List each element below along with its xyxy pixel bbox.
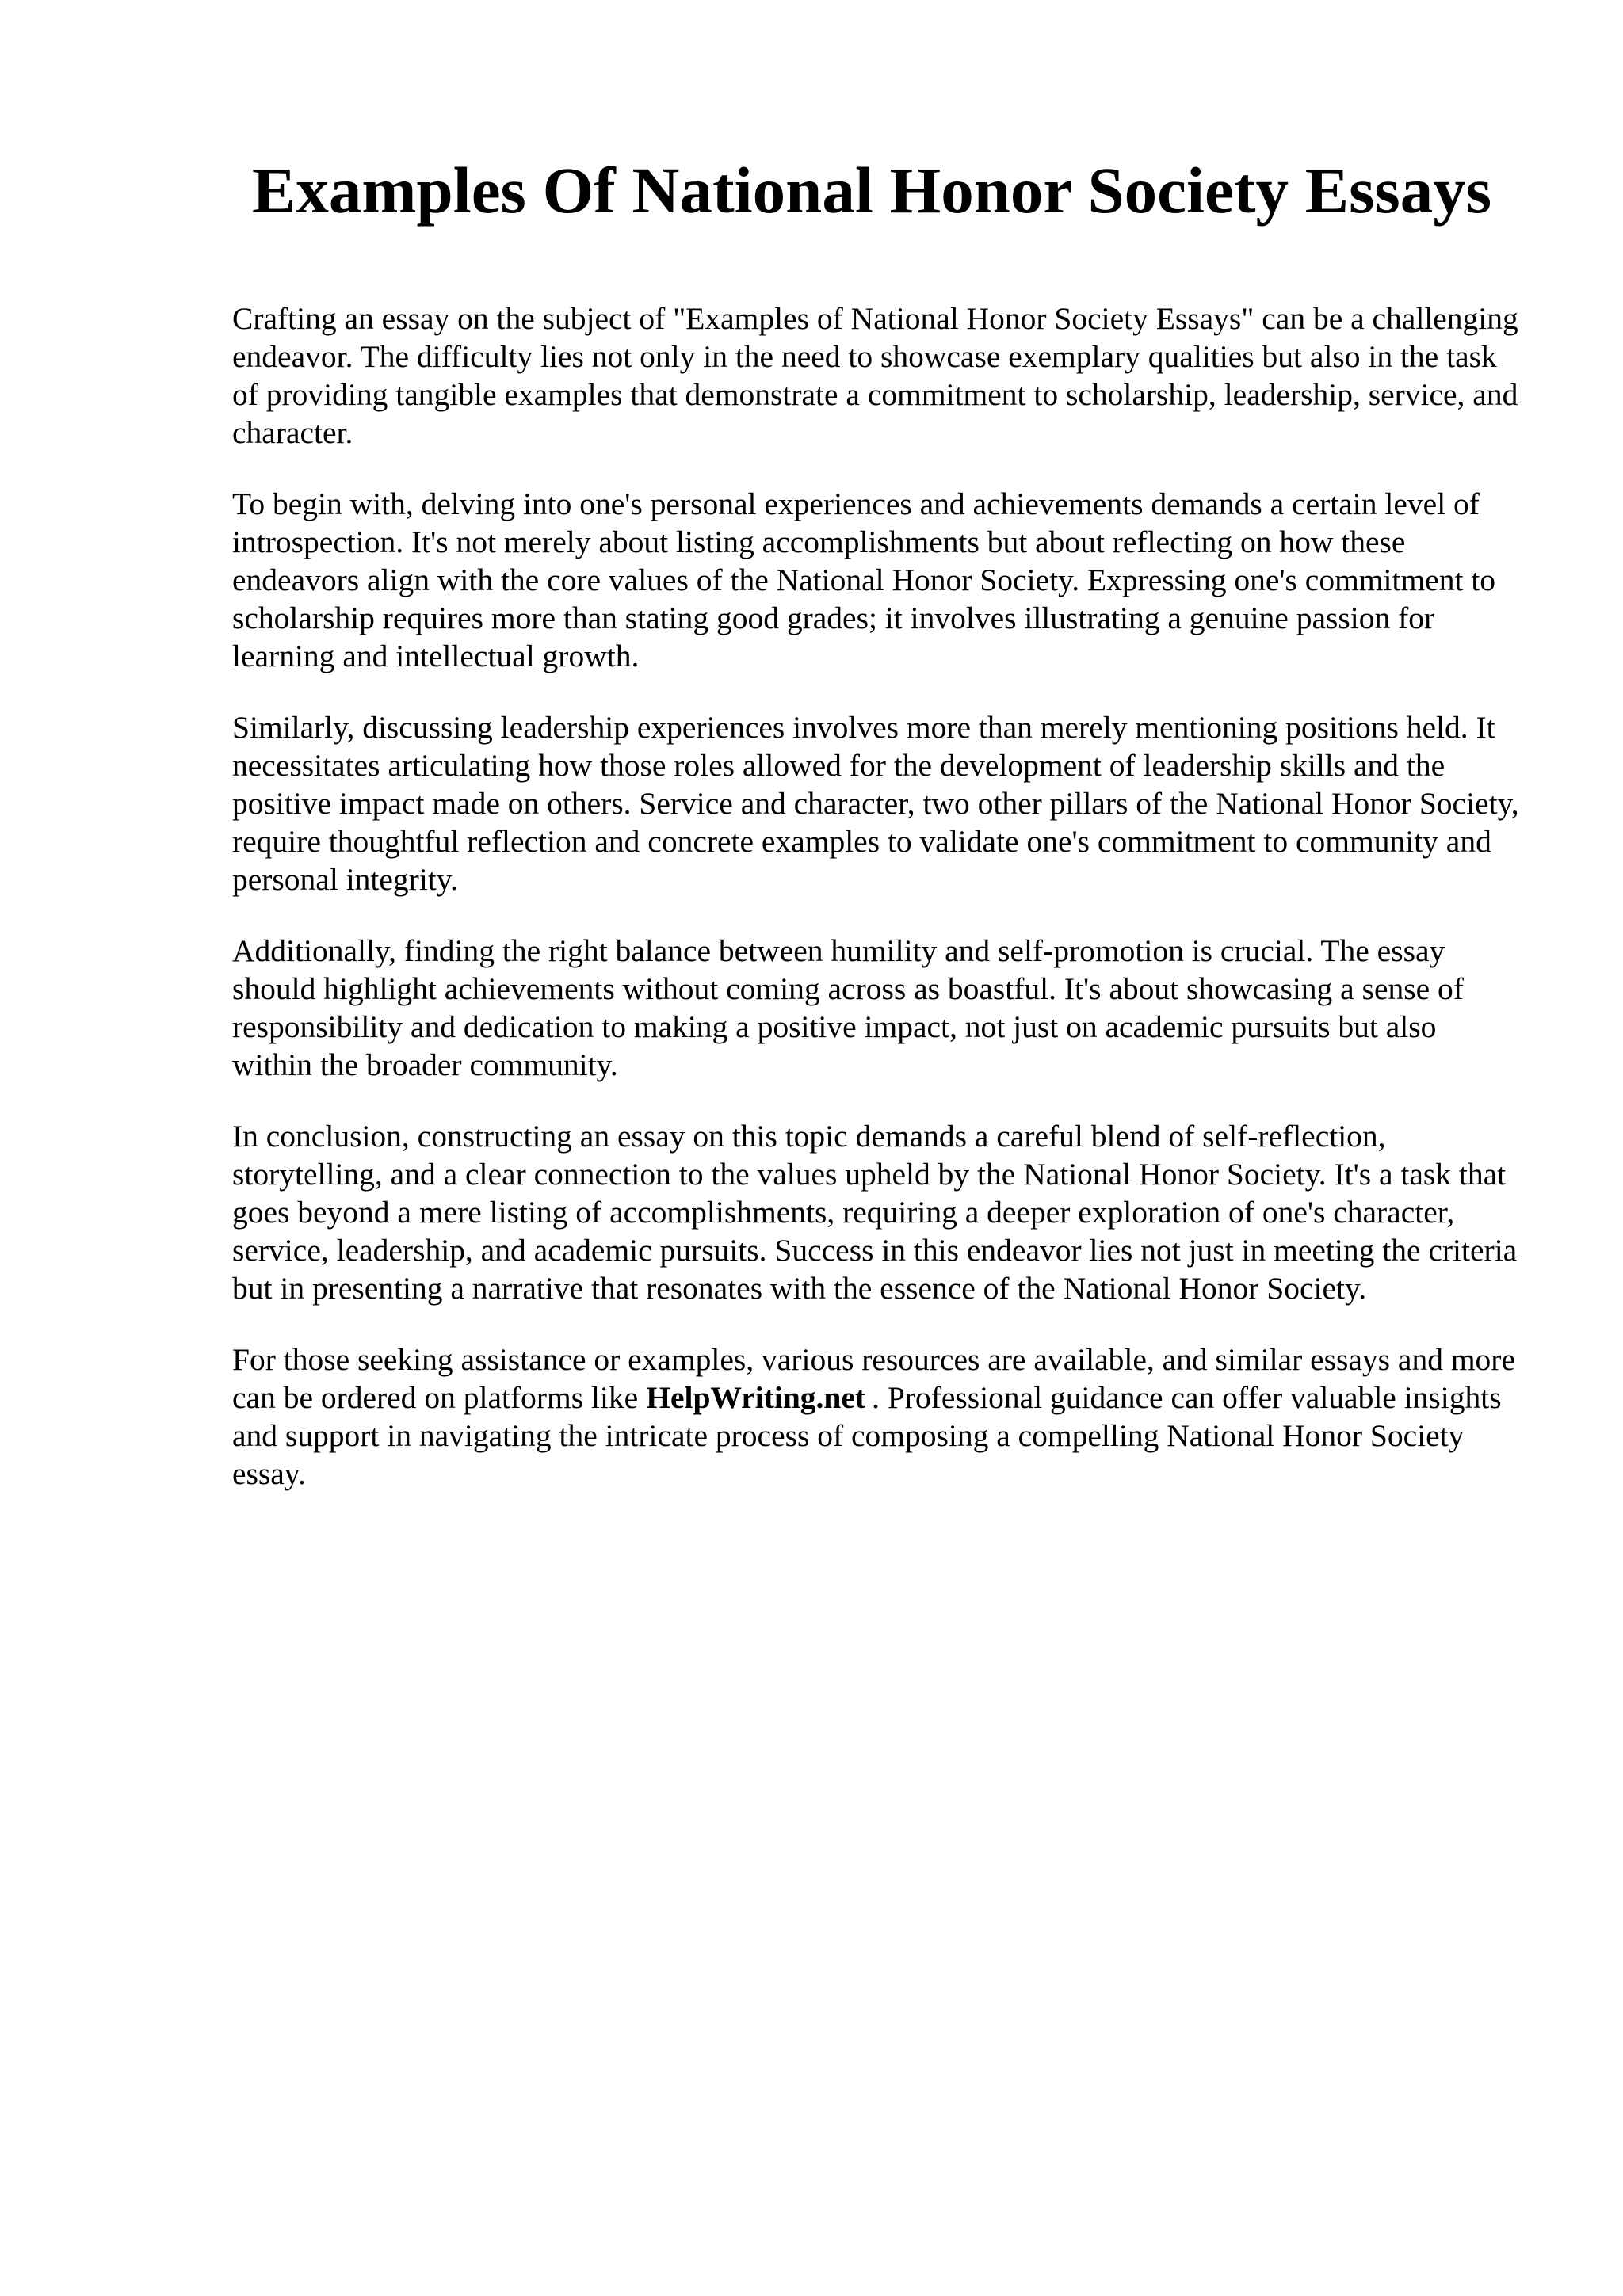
paragraph-6-intro: For those seeking assistance or examples, various resources are available, and similar essays and more can be ordered on platforms like [232,1342,1515,1415]
paragraph-6-outro: . Professional guidance can offer valuable insights and support in navigating the intricate process of composing a compelling National Honor Society essay. [232,1380,1502,1491]
paragraph-2: To begin with, delving into one's personal experiences and achievements demands a certain level of introspection. It's not merely about listing accomplishments but about reflecting on how these endeavors align with the core values of the National Honor Society. Expressing one's commitment to scholarship requires more than stating good grades; it involves illustrating a genuine passion for learning and intellectual growth. [232,486,1496,673]
essay-body [232,299,1520,1526]
helpwriting-link[interactable]: HelpWriting.net [646,1380,866,1415]
paragraph-6 [232,1341,1520,1493]
paragraph-3: Similarly, discussing leadership experiences involves more than merely mentioning positions held. It necessitates articulating how those roles allowed for the development of leadership skills and the positive impact made on others. Service and character, two other pillars of the National Honor Society, require thoughtful reflection and concrete examples to validate one's commitment to community and personal integrity. [232,710,1519,897]
paragraph-1: Crafting an essay on the subject of "Examples of National Honor Society Essays" can be a challenging endeavor. The difficulty lies not only in the need to showcase exemplary qualities but also in the task of providing tangible examples that demonstrate a commitment to scholarship, leadership, service, and character. [232,301,1518,450]
page-title: Examples Of National Honor Society Essays [251,154,1492,227]
paragraph-5: In conclusion, constructing an essay on this topic demands a careful blend of self-reflection, storytelling, and a clear connection to the values upheld by the National Honor Society. It's a task that goes beyond a mere listing of accomplishments, requiring a deeper exploration of one's character, service, leadership, and academic pursuits. Success in this endeavor lies not just in meeting the criteria but in presenting a narrative that resonates with the essence of the National Honor Society. [232,1119,1518,1306]
paragraph-4: Additionally, finding the right balance between humility and self-promotion is crucial. The essay should highlight achievements without coming across as boastful. It's about showcasing a sense of responsibility and dedication to making a positive impact, not just on academic pursuits but also within the broader community. [232,933,1464,1082]
